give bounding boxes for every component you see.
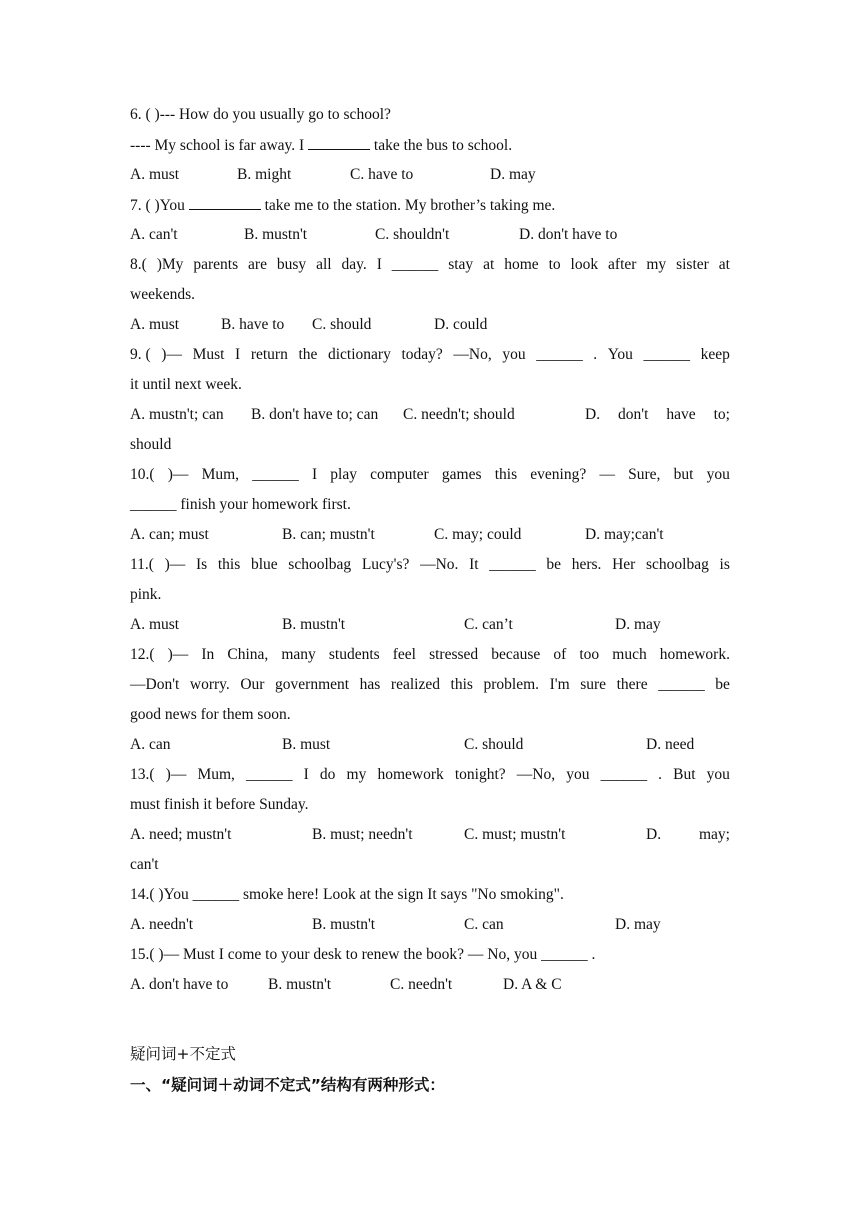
- q9-line2: it until next week.: [130, 376, 242, 393]
- q11-option-d[interactable]: D. may: [615, 616, 661, 633]
- q9-option-d-cont: should: [130, 436, 172, 453]
- q12-stem: 12.( )— In China, many students feel stressed because of too much homework.: [130, 646, 730, 663]
- q12-option-a[interactable]: A. can: [130, 736, 171, 753]
- q12-line3: good news for them soon.: [130, 706, 291, 723]
- q11-option-a[interactable]: A. must: [130, 616, 180, 633]
- q14-stem: 14.( )You ______ smoke here! Look at the sign It says "No smoking".: [130, 886, 564, 903]
- q9-option-a[interactable]: A. mustn't; can: [130, 406, 224, 423]
- q9-option-b[interactable]: B. don't have to; can: [251, 406, 379, 423]
- q12-option-c[interactable]: C. should: [464, 736, 524, 753]
- q13-stem: 13.( )— Mum, ______ I do my homework tonight? —No, you ______ . But you: [130, 766, 730, 783]
- q7-option-d[interactable]: D. don't have to: [519, 226, 618, 243]
- q14-option-c[interactable]: C. can: [464, 916, 504, 933]
- section-title: 疑问词+不定式: [130, 1045, 236, 1063]
- q11-option-b[interactable]: B. mustn't: [282, 616, 346, 633]
- q10-option-a[interactable]: A. can; must: [130, 526, 209, 543]
- q13-option-c[interactable]: C. must; mustn't: [464, 826, 566, 843]
- q10-line2: ______ finish your homework first.: [130, 496, 351, 513]
- q6-option-d[interactable]: D. may: [490, 166, 536, 183]
- q10-stem: 10.( )— Mum, ______ I play computer games this evening? — Sure, but you: [130, 466, 730, 483]
- q15-option-a[interactable]: A. don't have to: [130, 976, 229, 993]
- q8-option-d[interactable]: D. could: [434, 316, 488, 333]
- q10-option-c[interactable]: C. may; could: [434, 526, 522, 543]
- q9-stem: 9. ( )— Must I return the dictionary today? —No, you ______ . You ______ keep: [130, 346, 730, 363]
- q6-option-a[interactable]: A. must: [130, 166, 180, 183]
- q15-option-c[interactable]: C. needn't: [390, 976, 453, 993]
- q7-option-a[interactable]: A. can't: [130, 226, 178, 243]
- section-subtitle: 一、“疑问词＋动词不定式”结构有两种形式：: [130, 1076, 445, 1094]
- answer-blank[interactable]: [308, 135, 370, 150]
- q14-option-d[interactable]: D. may: [615, 916, 661, 933]
- q11-option-c[interactable]: C. can’t: [464, 616, 513, 633]
- q13-option-d[interactable]: D. may;: [646, 826, 730, 843]
- answer-blank[interactable]: [189, 195, 261, 210]
- q6-option-c[interactable]: C. have to: [350, 166, 414, 183]
- q13-line2: must finish it before Sunday.: [130, 796, 309, 813]
- q7-option-c[interactable]: C. shouldn't: [375, 226, 450, 243]
- q13-option-d-cont: can't: [130, 856, 159, 873]
- q9-option-d[interactable]: D. don't have to;: [585, 406, 730, 423]
- q8-option-c[interactable]: C. should: [312, 316, 372, 333]
- q9-option-c[interactable]: C. needn't; should: [403, 406, 515, 423]
- q6-line2: ---- My school is far away. I take the bus to school.: [130, 137, 513, 154]
- q14-option-a[interactable]: A. needn't: [130, 916, 194, 933]
- q15-option-b[interactable]: B. mustn't: [268, 976, 332, 993]
- q10-option-d[interactable]: D. may;can't: [585, 526, 664, 543]
- q11-stem: 11.( )— Is this blue schoolbag Lucy's? —No. It ______ be hers. Her schoolbag is: [130, 556, 730, 573]
- q15-option-d[interactable]: D. A & C: [503, 976, 562, 993]
- q10-option-b[interactable]: B. can; mustn't: [282, 526, 375, 543]
- q8-option-b[interactable]: B. have to: [221, 316, 285, 333]
- q13-option-a[interactable]: A. need; mustn't: [130, 826, 232, 843]
- q7-option-b[interactable]: B. mustn't: [244, 226, 308, 243]
- q8-stem: 8.( )My parents are busy all day. I ______ stay at home to look after my sister at: [130, 256, 730, 273]
- q12-option-b[interactable]: B. must: [282, 736, 331, 753]
- q8-line2: weekends.: [130, 286, 195, 303]
- q8-option-a[interactable]: A. must: [130, 316, 180, 333]
- q15-stem: 15.( )— Must I come to your desk to renew the book? — No, you ______ .: [130, 946, 596, 963]
- q14-option-b[interactable]: B. mustn't: [312, 916, 376, 933]
- q11-line2: pink.: [130, 586, 162, 603]
- q12-option-d[interactable]: D. need: [646, 736, 695, 753]
- q13-option-b[interactable]: B. must; needn't: [312, 826, 413, 843]
- q12-line2: —Don't worry. Our government has realized this problem. I'm sure there ______ be: [130, 676, 730, 693]
- q6-option-b[interactable]: B. might: [237, 166, 292, 183]
- q7-stem: 7. ( )You take me to the station. My brother’s taking me.: [130, 197, 556, 214]
- q6-stem: 6. ( )--- How do you usually go to school?: [130, 106, 391, 123]
